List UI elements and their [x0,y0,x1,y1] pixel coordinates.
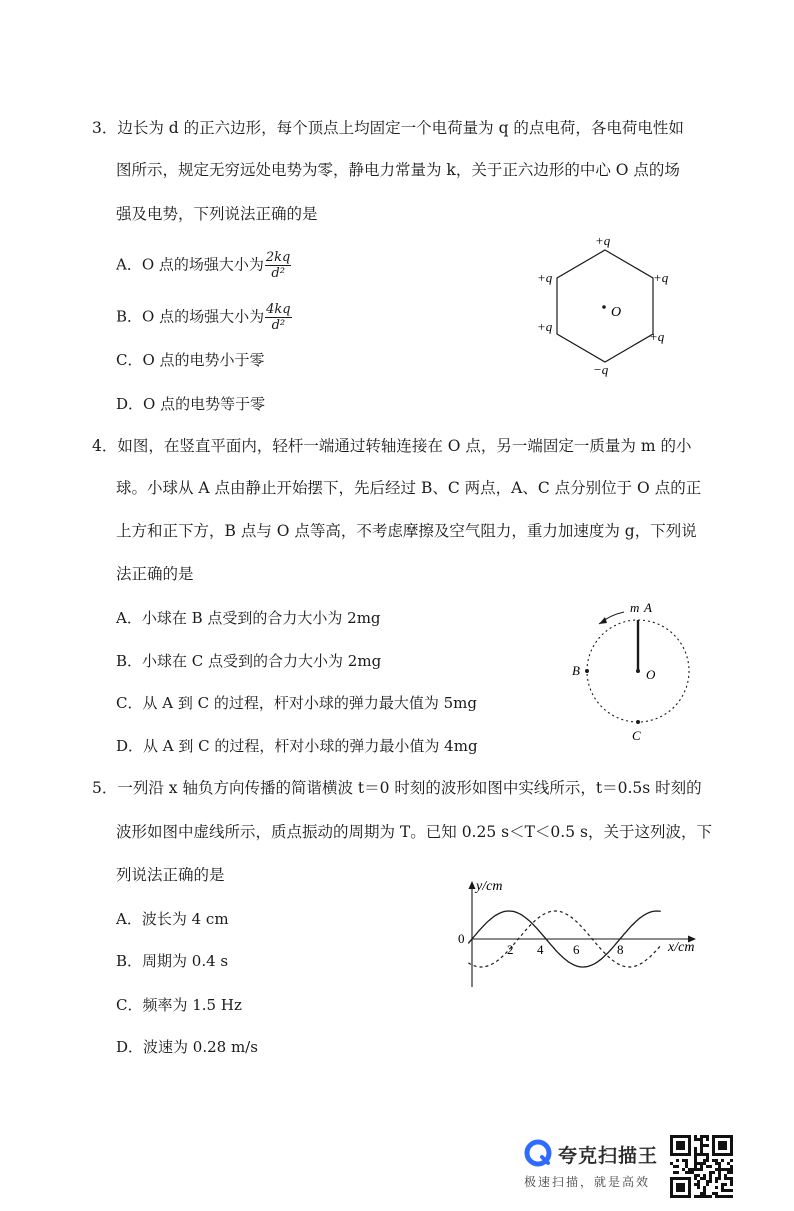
tick-label-6: 6 [573,942,580,957]
q4-option-c[interactable]: C．从 A 到 C 的过程，杆对小球的弹力最大值为 5mg [116,694,477,712]
y-axis-arrow-icon [469,881,476,889]
brand-name: 夸克扫描王 [558,1145,659,1167]
q3-option-a-fraction [265,250,291,281]
center-point [602,305,606,309]
q4-option-d[interactable]: D．从 A 到 C 的过程，杆对小球的弹力最小值为 4mg [116,737,478,755]
quark-logo-icon [524,1139,552,1167]
q3-option-d[interactable]: D．O 点的电势等于零 [116,395,266,413]
q3-option-a[interactable] [116,250,291,281]
q3-option-a-label: A．O 点的场强大小为 [116,255,264,274]
qr-code-icon [670,1135,734,1199]
q5-text-line-1: 5．一列沿 x 轴负方向传播的简谐横波 t＝0 时刻的波形如图中实线所示，t＝0.5s 时刻的 [92,779,702,797]
hex-charge-upper-right: +q [653,270,669,285]
q3-option-b[interactable] [116,302,292,333]
q3-option-a-numerator: 2kq [265,250,291,265]
label-a: A [644,600,652,615]
q3-text-line-3: 强及电势，下列说法正确的是 [116,205,318,223]
q5-option-b[interactable]: B．周期为 0.4 s [116,952,229,970]
q3-text-line-1: 3．边长为 d 的正六边形，每个顶点上均固定一个电荷量为 q 的点电荷，各电荷电性如 [92,119,684,137]
q4-pendulum-figure [562,595,702,745]
hex-charge-bottom: −q [593,362,609,377]
hex-charge-lower-left: +q [537,319,553,334]
q3-hexagon-figure [525,228,685,378]
origin-label: 0 [458,931,465,946]
q3-option-a-denominator: d² [271,266,285,281]
q5-text-line-3: 列说法正确的是 [116,866,225,884]
y-axis-label: y/cm [476,879,503,894]
label-b: B [572,663,580,678]
rotation-arrowhead-icon [599,617,607,624]
q3-option-b-denominator: d² [271,318,286,333]
hex-charge-lower-right: +q [649,329,665,344]
q3-option-b-numerator: 4kq [266,302,291,317]
q3-option-c[interactable]: C．O 点的电势小于零 [116,351,265,369]
q4-option-a[interactable]: A．小球在 B 点受到的合力大小为 2mg [116,609,381,627]
q4-text-line-2: 球。小球从 A 点由静止开始摆下，先后经过 B、C 两点，A、C 点分别位于 O 点的正 [116,479,702,497]
q5-text-line-2: 波形如图中虚线所示，质点振动的周期为 T。已知 0.25 s＜T＜0.5 s，关于这列波，下 [116,823,712,841]
pivot-o [636,669,640,673]
q3-text-line-2: 图所示，规定无穷远处电势为零，静电力常量为 k，关于正六边形的中心 O 点的场 [116,161,680,179]
brand-slogan: 极速扫描，就是高效 [524,1175,651,1189]
hex-charge-upper-left: +q [537,270,553,285]
q3-option-b-fraction [265,302,291,333]
point-b [585,669,589,673]
q5-option-a[interactable]: A．波长为 4 cm [116,910,229,928]
point-c [636,720,640,724]
q5-option-d[interactable]: D．波速为 0.28 m/s [116,1038,258,1056]
q4-text-line-1: 4．如图，在竖直平面内，轻杆一端通过转轴连接在 O 点，另一端固定一质量为 m 的小 [92,437,692,455]
q5-wave-figure [450,875,702,993]
q3-option-b-label: B．O 点的场强大小为 [116,307,265,326]
x-axis-label: x/cm [668,940,695,955]
tick-label-2: 2 [507,942,514,957]
label-c: C [632,728,641,743]
q4-text-line-3: 上方和正下方，B 点与 O 点等高，不考虑摩擦及空气阻力，重力加速度为 g，下列说 [116,522,697,540]
q4-option-b[interactable]: B．小球在 C 点受到的合力大小为 2mg [116,652,382,670]
hex-charge-top: +q [595,233,611,248]
label-m: m [630,600,640,615]
q4-text-line-4: 法正确的是 [116,565,194,583]
scanner-watermark [518,1135,738,1197]
tick-label-4: 4 [537,942,544,957]
hex-label-center: O [611,305,622,320]
label-o: O [646,667,656,682]
q5-option-c[interactable]: C．频率为 1.5 Hz [116,996,242,1014]
tick-label-8: 8 [617,942,624,957]
